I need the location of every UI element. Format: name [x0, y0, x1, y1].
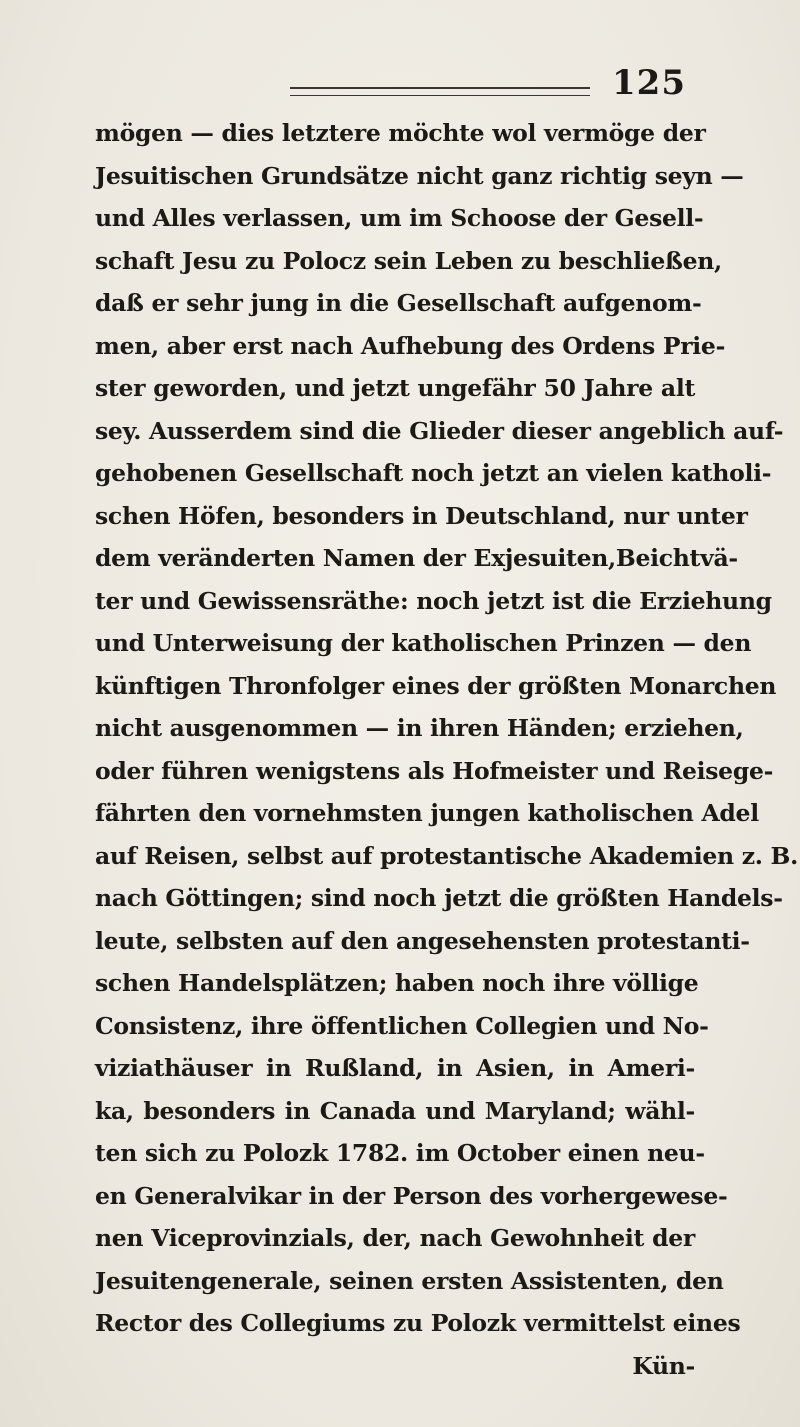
text-line: daß er sehr jung in die Gesellschaft aufgenom-	[95, 289, 702, 317]
text-line: schaft Jesu zu Polocz sein Leben zu beschließen,	[95, 246, 722, 275]
text-line: künftigen Thronfolger eines der größten Monarchen	[95, 671, 777, 700]
text-line: nicht ausgenommen — in ihren Händen; erziehen,	[95, 714, 744, 742]
text-line: nen Viceprovinzials, der, nach Gewohnheit der	[95, 1224, 695, 1252]
text-line: fährten den vornehmsten jungen katholischen Adel	[95, 799, 759, 827]
text-line: nach Göttingen; sind noch jetzt die größten Handels-	[95, 884, 783, 912]
text-line: schen Handelsplätzen; haben noch ihre völlige	[95, 969, 699, 997]
text-line: Jesuitischen Grundsätze nicht ganz richtig seyn —	[95, 161, 744, 190]
text-line: und Alles verlassen, um im Schoose der Gesell-	[95, 204, 704, 232]
text-body	[95, 112, 798, 1387]
text-line: mögen — dies letztere möchte wol vermöge der	[95, 119, 706, 147]
page-number: 125	[612, 63, 686, 103]
text-line: auf Reisen, selbst auf protestantische Akademien z. B.	[95, 841, 798, 870]
text-line: und Unterweisung der katholischen Prinzen — den	[95, 629, 752, 657]
text-line: ka, besonders in Canada und Maryland; wähl-	[95, 1096, 695, 1125]
text-line: viziathäuser in Rußland, in Asien, in Ameri-	[95, 1054, 695, 1082]
text-line: ter und Gewissensräthe: noch jetzt ist die Erziehung	[95, 586, 772, 615]
text-line: dem veränderten Namen der Exjesuiten,Beichtvä-	[95, 544, 738, 572]
text-line: en Generalvikar in der Person des vorhergewese-	[95, 1181, 728, 1210]
text-line: Rector des Collegiums zu Polozk vermittelst eines	[95, 1309, 741, 1337]
text-line: gehobenen Gesellschaft noch jetzt an vielen katholi-	[95, 459, 772, 487]
header-rule	[290, 87, 590, 96]
page-header	[0, 55, 800, 115]
text-line: leute, selbsten auf den angesehensten protestanti-	[95, 926, 750, 955]
text-line: ster geworden, und jetzt ungefähr 50 Jahre alt	[95, 374, 695, 402]
text-line: oder führen wenigstens als Hofmeister und Reisege-	[95, 756, 774, 785]
text-line: men, aber erst nach Aufhebung des Ordens Prie-	[95, 331, 726, 360]
text-line: sey. Ausserdem sind die Glieder dieser angeblich auf-	[95, 416, 784, 445]
text-line: Jesuitengenerale, seinen ersten Assistenten, den	[95, 1266, 724, 1295]
text-line: ten sich zu Polozk 1782. im October einen neu-	[95, 1139, 705, 1167]
catchword: Kün-	[632, 1351, 695, 1380]
text-line: Consistenz, ihre öffentlichen Collegien und No-	[95, 1011, 709, 1040]
text-line: schen Höfen, besonders in Deutschland, nur unter	[95, 501, 748, 530]
